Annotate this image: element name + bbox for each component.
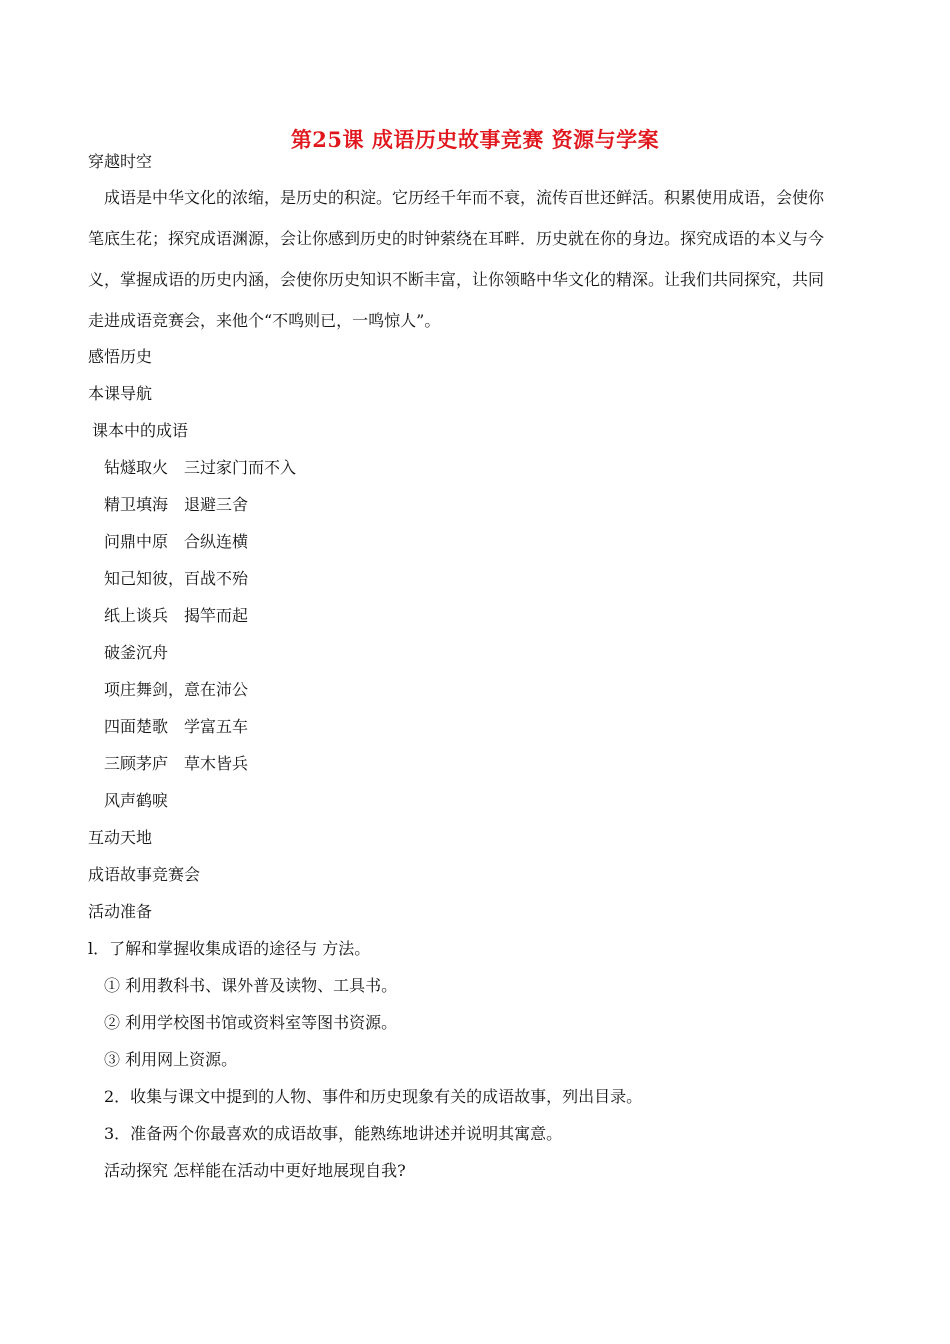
step-1: l．了解和掌握收集成语的途径与 方法。 [88, 939, 371, 958]
intro-line-4: 走进成语竞赛会，来他个“不鸣则已，一鸣惊人”。 [88, 311, 441, 330]
intro-line-2: 笔底生花；探究成语渊源，会让你感到历史的时钟萦绕在耳畔．历史就在你的身边。探究成语的本义与今 [88, 229, 825, 248]
sub-step-3: ③ 利用网上资源。 [104, 1050, 238, 1069]
step-3: 3．准备两个你最喜欢的成语故事，能熟练地讲述并说明其寓意。 [104, 1124, 563, 1143]
idiom-line: 风声鹤唳 [104, 791, 169, 810]
intro-line-1: 成语是中华文化的浓缩，是历史的积淀。它历经千年而不衰，流传百世还鲜活。积累使用成语，会使你 [104, 188, 825, 207]
section-heading-jingsai: 成语故事竞赛会 [88, 865, 201, 884]
step-2: 2．收集与课文中提到的人物、事件和历史现象有关的成语故事，列出目录。 [104, 1087, 643, 1106]
document-title: 第25课 成语历史故事竞赛 资源与学案 [290, 127, 660, 152]
section-heading-zhunbei: 活动准备 [88, 902, 153, 921]
idiom-line: 三顾茅庐 草木皆兵 [104, 754, 249, 773]
idiom-line: 纸上谈兵 揭竿而起 [104, 606, 249, 625]
sub-step-2: ② 利用学校图书馆或资料室等图书资源。 [104, 1013, 398, 1032]
idiom-line: 知己知彼，百战不殆 [104, 569, 249, 588]
idiom-line: 四面楚歌 学富五车 [104, 717, 249, 736]
activity-heading: 活动探究 怎样能在活动中更好地展现自我? [104, 1161, 406, 1180]
section-heading-chuanyue: 穿越时空 [88, 152, 153, 171]
idiom-line: 问鼎中原 合纵连横 [104, 532, 249, 551]
intro-line-3: 义，掌握成语的历史内涵，会使你历史知识不断丰富，让你领略中华文化的精深。让我们共同探究，共同 [88, 270, 825, 289]
idiom-line: 精卫填海 退避三舍 [104, 495, 249, 514]
sub-step-1: ① 利用教科书、课外普及读物、工具书。 [104, 976, 398, 995]
section-heading-ganwu: 感悟历史 [88, 347, 153, 366]
idiom-line: 钻燧取火 三过家门而不入 [104, 458, 297, 477]
idiom-line: 项庄舞剑，意在沛公 [104, 680, 249, 699]
idiom-line: 破釜沉舟 [104, 643, 169, 662]
section-heading-idioms: 课本中的成语 [92, 421, 189, 440]
section-heading-daohang: 本课导航 [88, 384, 153, 403]
section-heading-hudong: 互动天地 [88, 828, 153, 847]
